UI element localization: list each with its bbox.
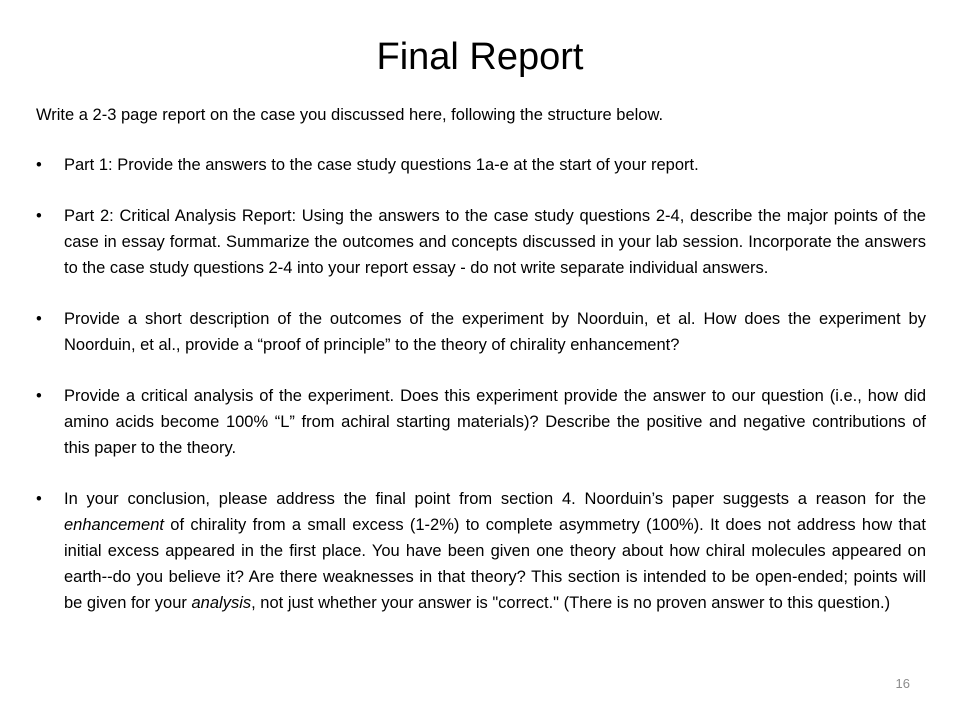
bullet-marker: • bbox=[36, 490, 42, 508]
page-number: 16 bbox=[895, 676, 910, 691]
bullet-marker: • bbox=[36, 156, 42, 174]
bullet-item bbox=[36, 306, 926, 358]
slide-title: Final Report bbox=[376, 36, 584, 78]
bullet-text-segment: , not just whether your answer is "correct." (There is no proven answer to this question.) bbox=[251, 594, 891, 612]
bullet-item bbox=[36, 383, 926, 461]
bullet-text bbox=[64, 486, 926, 616]
bullet-text-segment: Provide a critical analysis of the experiment. Does this experiment provide the answer to our question (i.e., how did amino acids become 100% “L” from achiral starting materials)? Describe the positive and negative contributions of this paper to the theory. bbox=[64, 387, 926, 457]
bullet-text-emphasis: analysis bbox=[191, 594, 252, 612]
bullet-text-emphasis: enhancement bbox=[64, 516, 164, 534]
intro-text: Write a 2-3 page report on the case you discussed here, following the structure below. bbox=[36, 106, 664, 124]
bullet-text-segment: of chirality from a small excess (1-2%) to complete asymmetry (100%). It does not address how that initial excess appeared in the first place. You have been given one theory about how chiral molecules appeared on earth--do you believe it? Are there weaknesses in that theory? This section is intended to be open-ended; points will be given for your bbox=[64, 516, 926, 612]
bullet-text-segment: Provide a short description of the outcomes of the experiment by Noorduin, et al. How does the experiment by Noorduin, et al., provide a “proof of principle” to the theory of chirality enhancement? bbox=[64, 310, 926, 354]
bullet-item bbox=[36, 486, 926, 616]
bullet-text-segment: Part 2: Critical Analysis Report: Using the answers to the case study questions 2-4, describe the major points of the case in essay format. Summarize the outcomes and concepts discussed in your lab session. Incorporate the answers to the case study questions 2-4 into your report essay - do not write separate individual answers. bbox=[64, 207, 926, 277]
bullet-text bbox=[64, 152, 926, 178]
bullet-text-segment: In your conclusion, please address the final point from section 4. Noorduin’s paper suggests a reason for the bbox=[64, 490, 926, 508]
bullet-text-segment: Part 1: Provide the answers to the case study questions 1a-e at the start of your report. bbox=[64, 156, 699, 174]
bullet-marker: • bbox=[36, 387, 42, 405]
bullet-marker: • bbox=[36, 207, 42, 225]
bullet-text bbox=[64, 383, 926, 461]
bullet-item bbox=[36, 203, 926, 281]
bullet-marker: • bbox=[36, 310, 42, 328]
bullet-item bbox=[36, 152, 926, 178]
bullet-list bbox=[36, 152, 926, 641]
bullet-text bbox=[64, 306, 926, 358]
bullet-text bbox=[64, 203, 926, 281]
